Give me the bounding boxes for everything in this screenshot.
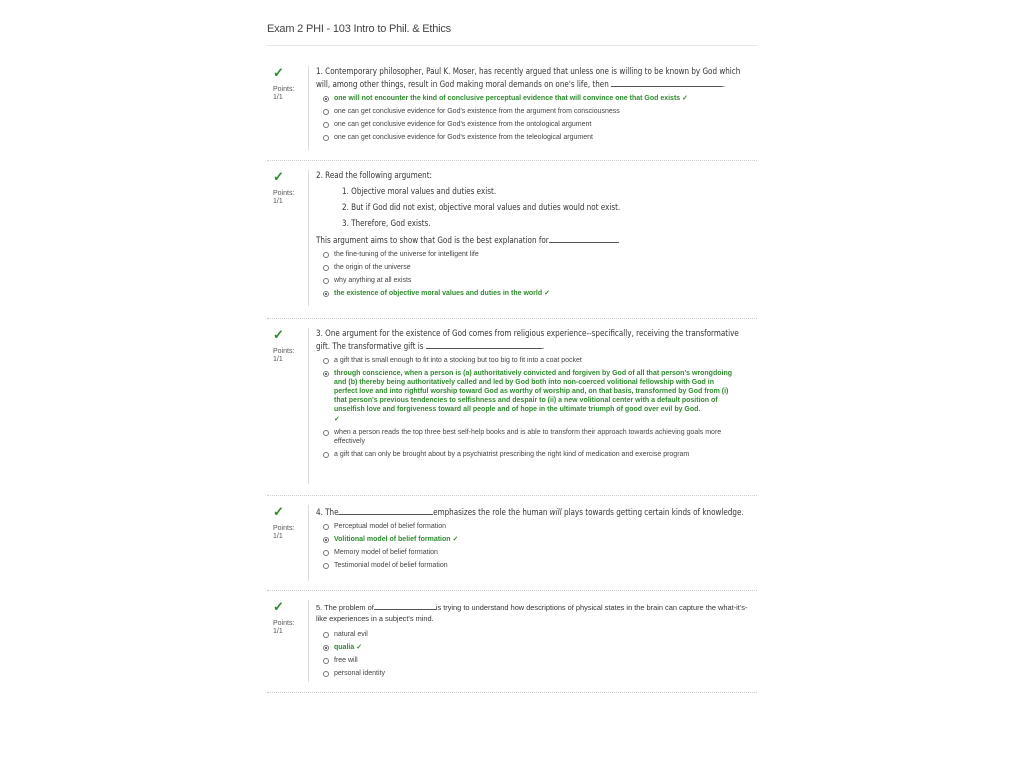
radio-icon[interactable] [323,671,329,677]
points-label: Points: [273,620,295,627]
answer-text: when a person reads the top three best self-help books and is able to transform their approach towards achieving goals more effectively [334,429,722,445]
premise-3: 3. Therefore, God exists. [342,218,431,228]
radio-selected-icon[interactable] [323,96,329,102]
answer-option[interactable] [316,369,756,424]
question-text [316,505,755,518]
answer-text: through conscience, when a person is (a) authoritatively convicted and forgiven by God of all that person's wrongdoing and (b) thereby being authoritatively called and led by God both into non-coerced volitional fellowship with God in perfect love and into rightful worship toward God as worthy of worship and, on that basis, transformed by God from (i) that person's previous tendencies to selfishness and despair to (ii) a new volitional center with a default position of unselfish love and forgiveness toward all people and of hope in the ultimate triumph of good over evil by God. [334,370,732,413]
radio-icon[interactable] [323,430,329,436]
answer-text: one can get conclusive evidence for God's existence from the ontological argument [334,121,592,128]
question-5 [267,600,757,685]
answer-option[interactable] [316,656,756,665]
answer-text: one can get conclusive evidence for God's existence from the teleological argument [334,134,593,141]
correct-check-icon: ✓ [273,599,284,614]
points-label: Points: [273,86,295,93]
radio-icon[interactable] [323,632,329,638]
answer-option[interactable] [316,669,756,678]
answer-option[interactable] [316,450,756,459]
question-text-part: 1. Contemporary philosopher, Paul K. Moser, has recently argued that unless one is willing to be known by God which will, among other things, result in God making moral demands on one's life, then [316,66,741,89]
answer-text: a gift that is small enough to fit into a stocking but too big to fit into a coat pocket [334,357,582,364]
correct-check-icon: ✓ [682,95,689,102]
correct-check-icon: ✓ [273,327,284,342]
answer-option[interactable] [316,133,756,142]
score-column [273,66,309,102]
radio-icon[interactable] [323,265,329,271]
answer-list [316,630,756,678]
radio-icon[interactable] [323,122,329,128]
question-text-end: . [722,79,726,89]
question-divider [267,495,757,496]
question-body [308,505,756,581]
question-emphasis: will [549,507,562,517]
premise-1: 1. Objective moral values and duties exist. [342,186,497,196]
answer-option[interactable] [316,535,756,544]
question-text [316,600,756,624]
question-prompt [316,233,755,246]
question-text: 2. Read the following argument: [316,170,432,180]
radio-icon[interactable] [323,358,329,364]
premise-2: 2. But if God did not exist, objective moral values and duties would not exist. [342,202,621,212]
score-column [273,328,309,364]
radio-icon[interactable] [323,109,329,115]
answer-option[interactable] [316,561,756,570]
answer-text: the existence of objective moral values and duties in the world [334,290,543,297]
question-body [308,328,756,484]
answer-list [316,94,756,142]
score-column [273,505,309,541]
radio-icon[interactable] [323,550,329,556]
points-value: 1/1 [273,198,283,205]
question-text [316,328,755,352]
points-value: 1/1 [273,356,283,363]
answer-text: the fine-tuning of the universe for intelligent life [334,251,479,258]
points-label: Points: [273,190,295,197]
answer-option[interactable] [316,289,756,298]
question-text-part: 4. The [316,507,339,517]
correct-check-icon: ✓ [273,169,284,184]
question-text-end: plays towards getting certain kinds of knowledge. [563,507,744,517]
question-divider [267,160,757,161]
question-4 [267,505,757,585]
answer-option[interactable] [316,263,756,272]
question-text-end: . [541,341,545,351]
answer-text: personal identity [334,670,385,677]
answer-blank [549,233,618,243]
radio-icon[interactable] [323,452,329,458]
answer-list [316,522,756,570]
points-value: 1/1 [273,628,283,635]
answer-blank [339,505,434,515]
question-text-end: is trying to understand how descriptions of physical states in the brain can capture the what-it's-like experiences in a subject's mind. [316,603,748,623]
answer-text: free will [334,657,358,664]
answer-option[interactable] [316,630,756,639]
radio-selected-icon[interactable] [323,537,329,543]
radio-icon[interactable] [323,135,329,141]
correct-check-icon: ✓ [544,290,550,297]
answer-text: a gift that can only be brought about by a psychiatrist prescribing the right kind of medication and exercise program [334,451,690,458]
answer-option[interactable] [316,356,756,365]
answer-text: natural evil [334,631,368,638]
question-3 [267,328,757,488]
radio-icon[interactable] [323,252,329,258]
points-value: 1/1 [273,94,283,101]
answer-text: the origin of the universe [334,264,411,271]
question-divider [267,692,757,693]
question-text-part: 3. One argument for the existence of God comes from religious experience--specifically, receiving the transformative gift. The transformative gift is [316,328,739,351]
question-body [308,600,756,682]
correct-check-icon: ✓ [273,65,284,80]
radio-icon[interactable] [323,278,329,284]
answer-text: Perceptual model of belief formation [334,523,447,530]
question-text-part: The problem of [324,603,374,612]
correct-check-icon: ✓ [452,536,459,543]
title-divider [267,45,757,46]
question-1 [267,66,757,154]
question-number: 5. [316,603,323,612]
answer-text: why anything at all exists [334,277,412,284]
answer-option[interactable] [316,120,756,129]
answer-text: Testimonial model of belief formation [334,562,448,569]
correct-check-icon: ✓ [356,644,363,651]
answer-text: qualia [334,644,355,651]
correct-check-icon: ✓ [334,416,340,423]
radio-selected-icon[interactable] [323,645,329,651]
answer-text: one can get conclusive evidence for God's existence from the argument from consciousness [334,108,620,115]
score-column [273,600,309,636]
answer-option[interactable] [316,643,756,652]
answer-option[interactable] [316,522,756,531]
radio-icon[interactable] [323,524,329,530]
answer-blank [426,339,545,351]
correct-check-icon: ✓ [273,504,284,519]
answer-option[interactable] [316,107,756,116]
question-body [308,66,756,150]
answer-option[interactable] [316,428,756,446]
page-title: Exam 2 PHI - 103 Intro to Phil. & Ethics [267,23,451,35]
radio-selected-icon[interactable] [323,291,329,297]
radio-selected-icon[interactable] [323,371,329,377]
answer-option[interactable] [316,250,756,259]
answer-list [316,356,756,459]
points-label: Points: [273,348,295,355]
points-label: Points: [273,525,295,532]
question-text-part: emphasizes the role the human [433,507,548,517]
answer-option[interactable] [316,276,756,285]
question-text [316,66,755,90]
radio-icon[interactable] [323,658,329,664]
question-text-end: . [617,235,620,245]
question-2 [267,170,757,310]
answer-blank [611,77,726,89]
answer-list [316,250,756,298]
question-text-part: This argument aims to show that God is the best explanation for [316,235,549,245]
answer-text: Memory model of belief formation [334,549,438,556]
points-value: 1/1 [273,533,283,540]
score-column [273,170,309,206]
question-divider [267,590,757,591]
answer-text: Volitional model of belief formation [334,536,451,543]
answer-text: one will not encounter the kind of conclusive perceptual evidence that will convince one that God exists [334,95,681,102]
question-divider [267,318,757,319]
answer-blank [374,600,436,610]
answer-option[interactable] [316,94,756,103]
question-body [308,170,756,306]
radio-icon[interactable] [323,563,329,569]
answer-option[interactable] [316,548,756,557]
